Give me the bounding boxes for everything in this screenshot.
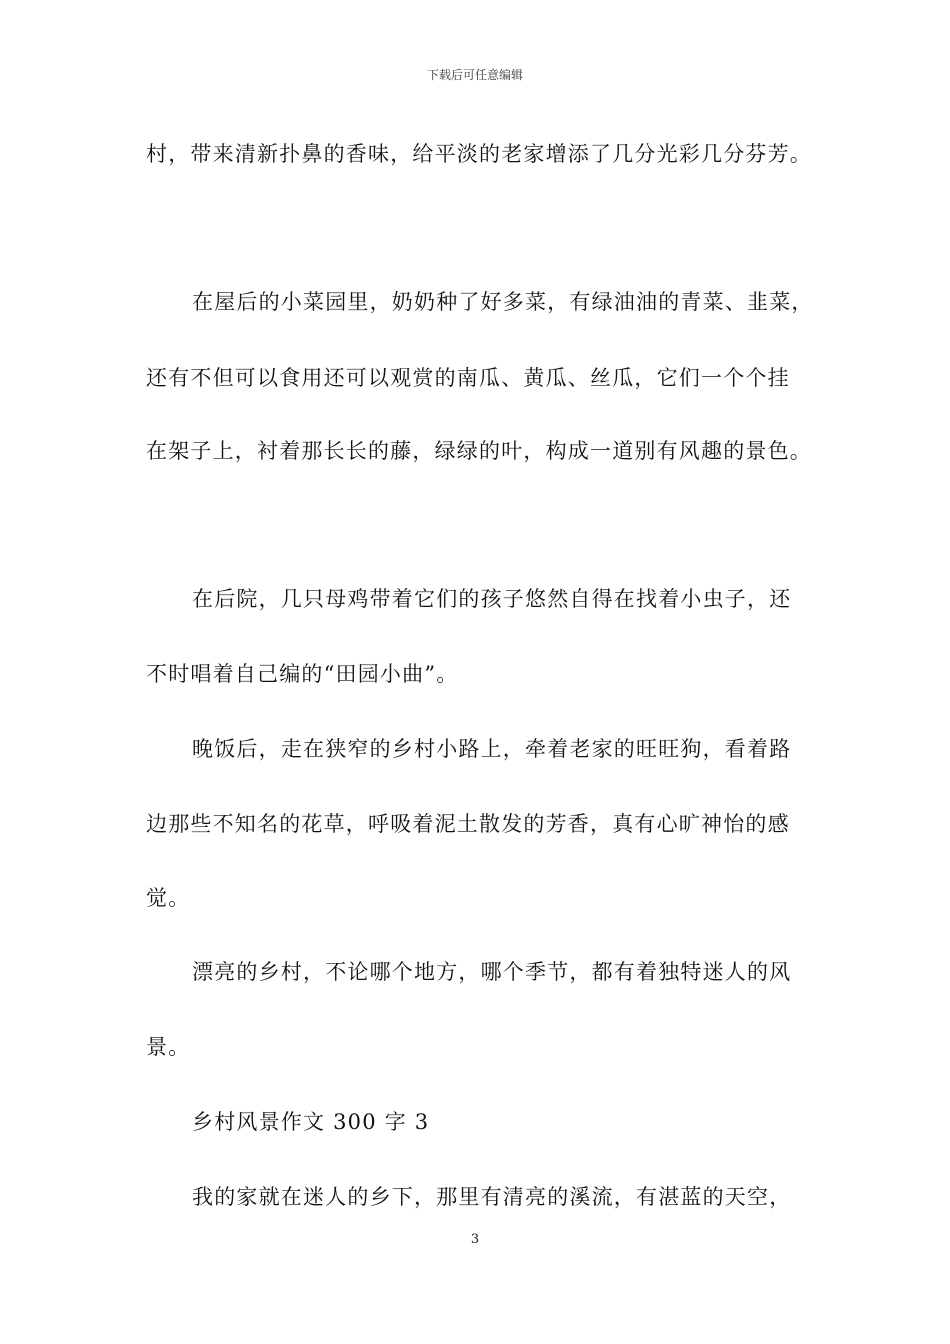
paragraph-line: 觉。 <box>146 886 191 910</box>
paragraph-line: 在屋后的小菜园里，奶奶种了好多菜，有绿油油的青菜、韭菜， <box>192 290 814 314</box>
page-header: 下载后可任意编辑 <box>426 68 523 82</box>
paragraph-line: 漂亮的乡村，不论哪个地方，哪个季节，都有着独特迷人的风 <box>192 960 792 984</box>
paragraph-line: 不时唱着自己编的“田园小曲”。 <box>146 662 459 686</box>
paragraph-line: 边那些不知名的花草，呼吸着泥土散发的芳香，真有心旷神怡的感 <box>146 812 790 836</box>
paragraph-line: 晚饭后，走在狭窄的乡村小路上，牵着老家的旺旺狗，看着路 <box>192 737 792 761</box>
paragraph-line: 景。 <box>146 1035 191 1059</box>
paragraph-line: 在架子上，衬着那长长的藤，绿绿的叶，构成一道别有风趣的景色。 <box>146 439 812 463</box>
paragraph-line: 村，带来清新扑鼻的香味，给平淡的老家增添了几分光彩几分芬芳。 <box>146 142 812 166</box>
paragraph-line: 在后院，几只母鸡带着它们的孩子悠然自得在找着小虫子，还 <box>192 587 792 611</box>
paragraph-line: 还有不但可以食用还可以观赏的南瓜、黄瓜、丝瓜，它们一个个挂 <box>146 366 790 390</box>
paragraph-line: 我的家就在迷人的乡下，那里有清亮的溪流，有湛蓝的天空， <box>192 1185 792 1209</box>
page-number: 3 <box>470 1232 480 1247</box>
section-heading: 乡村风景作文 300 字 3 <box>192 1110 430 1134</box>
